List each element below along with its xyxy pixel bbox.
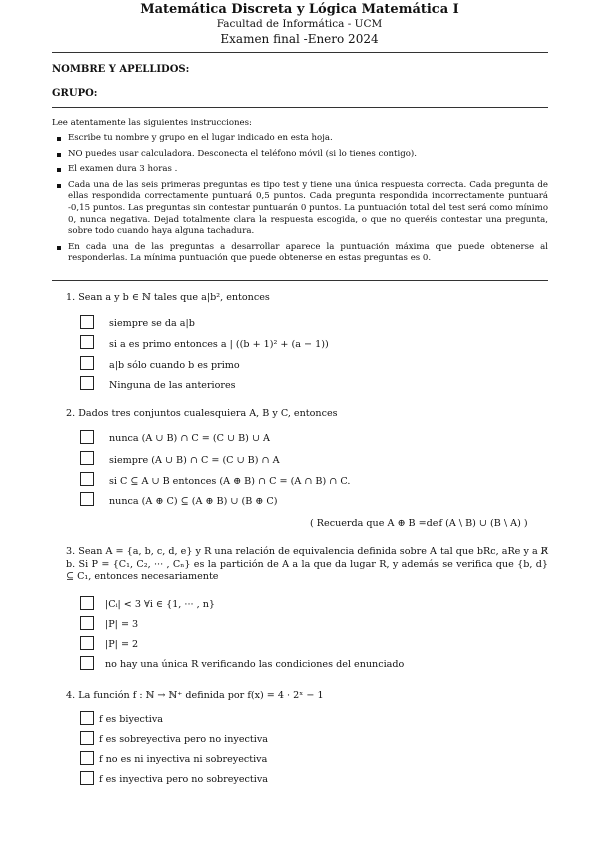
question-number: 1. (66, 292, 76, 303)
divider (52, 107, 548, 108)
answer-option: f es inyectiva pero no sobreyectiva (99, 774, 268, 785)
course-title: Matemática Discreta y Lógica Matemática I (140, 2, 459, 17)
question-4 (66, 690, 548, 703)
question-text: La función f : ℕ → ℕ⁺ definida por f(x) = 4 · 2ˣ − 1 (78, 690, 324, 701)
answer-checkbox[interactable] (80, 751, 94, 765)
instruction-item: NO puedes usar calculadora. Desconecta el teléfono móvil (si lo tienes contigo). (52, 149, 548, 161)
instruction-item: Cada una de las seis primeras preguntas es tipo test y tiene una única respuesta correcta. Cada pregunta de ellas respondida correctamente puntuará 0,5 puntos. Cada pregunta respondida incorrectamente puntuará -0,15 puntos. Las preguntas sin contestar puntuarán 0 puntos. La puntuación total del test será como mínimo 0, nunca negativa. Dejad totalmente clara la respuesta escogida, o que no queréis contestar una pregunta, sobre todo cuando haya alguna tachadura. (52, 180, 548, 238)
instructions-intro: Lee atentamente las siguientes instrucciones: (52, 118, 252, 128)
question-3 (66, 546, 548, 584)
question-note: ( Recuerda que A ⊕ B =def (A \ B) ∪ (B \ A) ) (310, 518, 528, 529)
answer-option: nunca (A ⊕ C) ⊆ (A ⊕ B) ∪ (B ⊕ C) (109, 496, 278, 507)
answer-checkbox[interactable] (80, 616, 94, 630)
question-1 (66, 292, 548, 305)
answer-option: |P| = 3 (105, 619, 139, 630)
answer-option: si C ⊆ A ∪ B entonces (A ⊕ B) ∩ C = (A ∩ B) ∩ C. (109, 476, 351, 487)
divider (52, 280, 548, 281)
answer-checkbox[interactable] (80, 636, 94, 650)
group-field-label: GRUPO: (52, 88, 98, 99)
answer-checkbox[interactable] (80, 315, 94, 329)
answer-checkbox[interactable] (80, 656, 94, 670)
answer-checkbox[interactable] (80, 356, 94, 370)
answer-option: siempre (A ∪ B) ∩ C = (C ∪ B) ∩ A (109, 455, 280, 466)
divider (52, 52, 548, 53)
answer-checkbox[interactable] (80, 731, 94, 745)
answer-option: siempre se da a|b (109, 318, 195, 329)
answer-option: |Cᵢ| < 3 ∀i ∈ {1, ··· , n} (105, 599, 215, 610)
instructions-list (52, 133, 548, 269)
answer-checkbox[interactable] (80, 711, 94, 725)
answer-option: Ninguna de las anteriores (109, 380, 236, 391)
answer-option: si a es primo entonces a | ((b + 1)² + (a − 1)) (109, 339, 329, 350)
answer-checkbox[interactable] (80, 335, 94, 349)
exam-name: Examen final -Enero 2024 (220, 32, 379, 46)
question-2 (66, 408, 548, 421)
name-field-label: NOMBRE Y APELLIDOS: (52, 64, 190, 75)
answer-option: nunca (A ∪ B) ∩ C = (C ∪ B) ∪ A (109, 433, 270, 444)
answer-option: f no es ni inyectiva ni sobreyectiva (99, 754, 268, 765)
answer-option: |P| = 2 (105, 639, 139, 650)
instruction-item: El examen dura 3 horas . (52, 164, 548, 176)
answer-checkbox[interactable] (80, 492, 94, 506)
instruction-item: Escribe tu nombre y grupo en el lugar indicado en esta hoja. (52, 133, 548, 145)
instruction-item: En cada una de las preguntas a desarrollar aparece la puntuación máxima que puede obtenerse al responderlas. La mínima puntuación que puede obtenerse en estas preguntas es 0. (52, 242, 548, 265)
answer-checkbox[interactable] (80, 451, 94, 465)
answer-option: no hay una única R verificando las condiciones del enunciado (105, 659, 405, 670)
answer-checkbox[interactable] (80, 771, 94, 785)
question-text: Sean a y b ∈ ℕ tales que a|b², entonces (78, 292, 270, 303)
answer-option: a|b sólo cuando b es primo (109, 360, 240, 371)
answer-checkbox[interactable] (80, 596, 94, 610)
answer-option: f es sobreyectiva pero no inyectiva (99, 734, 268, 745)
answer-option: f es biyectiva (99, 714, 163, 725)
faculty-name: Facultad de Informática - UCM (216, 18, 383, 30)
question-text: Dados tres conjuntos cualesquiera A, B y C, entonces (78, 408, 338, 419)
answer-checkbox[interactable] (80, 472, 94, 486)
question-number: 2. (66, 408, 76, 419)
answer-checkbox[interactable] (80, 430, 94, 444)
question-number: 3. (66, 546, 76, 557)
question-number: 4. (66, 690, 76, 701)
answer-checkbox[interactable] (80, 376, 94, 390)
question-text: Sean A = {a, b, c, d, e} y R una relación de equivalencia definida sobre A tal que bRc, aRe y a R̸ b. Si P = {C₁, C₂, ··· , Cₙ} es la partición de A a la que da lugar R, y además se verifica que {b, d} ⊆ C₁, entonces necesariamente (66, 546, 548, 582)
